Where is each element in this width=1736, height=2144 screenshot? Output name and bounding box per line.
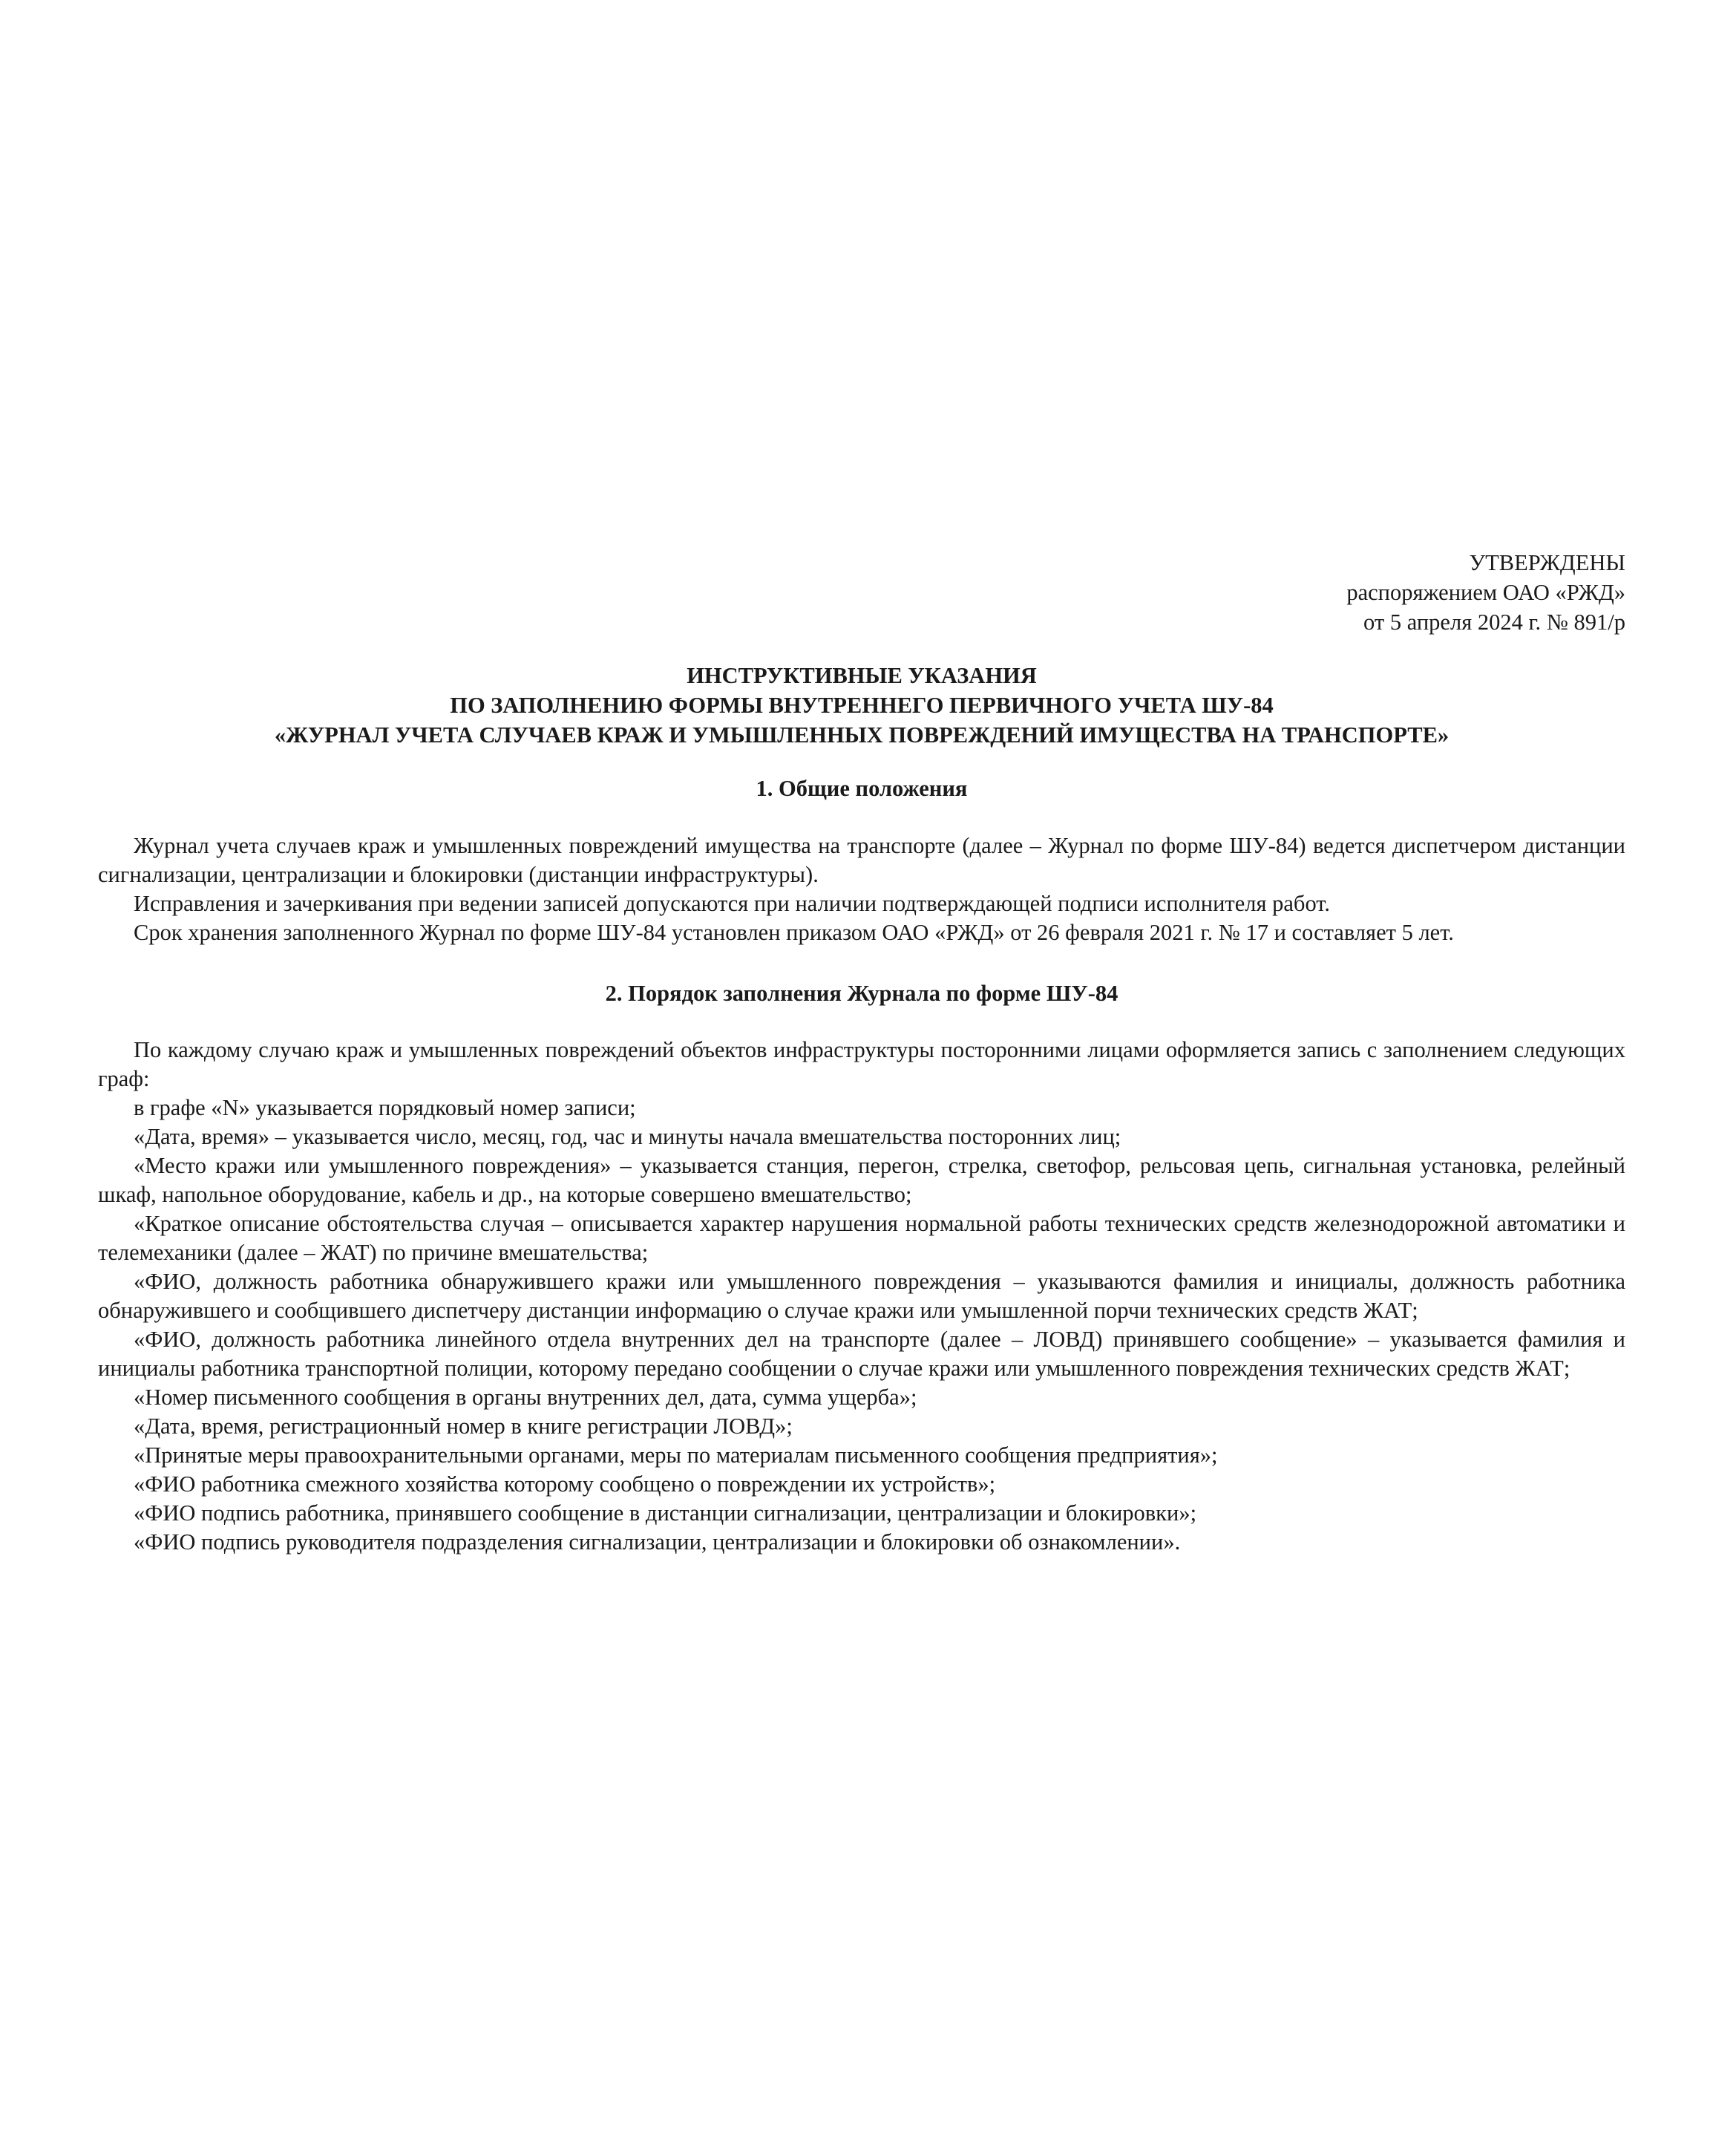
approval-stamp [1346, 548, 1625, 637]
section-2-heading: 2. Порядок заполнения Журнала по форме ШУ-84 [605, 981, 1118, 1006]
list-item: «ФИО подпись руководителя подразделения сигнализации, централизации и блокировки об ознакомлении». [134, 1529, 1181, 1555]
section-1-body [98, 831, 1625, 947]
paragraph: Срок хранения заполненного Журнал по форме ШУ-84 установлен приказом ОАО «РЖД» от 26 февраля 2021 г. № 17 и составляет 5 лет. [134, 920, 1454, 945]
list-item: «Номер письменного сообщения в органы внутренних дел, дата, сумма ущерба»; [134, 1385, 917, 1410]
title-line-2: ПО ЗАПОЛНЕНИЮ ФОРМЫ ВНУТРЕННЕГО ПЕРВИЧНОГО УЧЕТА ШУ-84 [450, 693, 1274, 718]
list-item: «Принятые меры правоохранительными органами, меры по материалам письменного сообщения предприятия»; [134, 1442, 1218, 1468]
document-title [98, 661, 1625, 750]
list-item: в графе «N» указывается порядковый номер записи; [134, 1095, 636, 1120]
list-item: «ФИО работника смежного хозяйства которому сообщено о повреждении их устройств»; [134, 1471, 996, 1497]
list-item: «Дата, время, регистрационный номер в книге регистрации ЛОВД»; [134, 1413, 793, 1439]
list-item: «ФИО, должность работника обнаружившего кражи или умышленного повреждения – указываются фамилия и инициалы, должность работника обнаружившего и сообщившего диспетчеру дистанции информацию о случае кражи или умышленной порчи технических средств ЖАТ; [98, 1269, 1625, 1323]
paragraph: Журнал учета случаев краж и умышленных повреждений имущества на транспорте (далее – Журнал по форме ШУ-84) ведется диспетчером дистанции сигнализации, централизации и блокировки (дистанции инфраструктуры). [98, 833, 1625, 887]
list-item: «ФИО, должность работника линейного отдела внутренних дел на транспорте (далее – ЛОВД) принявшего сообщение» – указывается фамилия и инициалы работника транспортной полиции, которому передано сообщении о случае кражи или умышленного повреждения технических средств ЖАТ; [98, 1327, 1625, 1381]
list-item: «Дата, время» – указывается число, месяц, год, час и минуты начала вмешательства посторонних лиц; [134, 1124, 1121, 1149]
approval-line-approved: УТВЕРЖДЕНЫ [1469, 550, 1625, 575]
list-item: «ФИО подпись работника, принявшего сообщение в дистанции сигнализации, централизации и блокировки»; [134, 1500, 1197, 1526]
document-page [98, 0, 1625, 2144]
section-2-body [98, 1036, 1625, 1557]
section-1-heading: 1. Общие положения [756, 776, 968, 801]
list-item: «Краткое описание обстоятельства случая – описывается характер нарушения нормальной работы технических средств железнодорожной автоматики и телемеханики (далее – ЖАТ) по причине вмешательства; [98, 1211, 1625, 1265]
title-line-1: ИНСТРУКТИВНЫЕ УКАЗАНИЯ [687, 663, 1037, 688]
title-line-3: «ЖУРНАЛ УЧЕТА СЛУЧАЕВ КРАЖ И УМЫШЛЕННЫХ ПОВРЕЖДЕНИЙ ИМУЩЕСТВА НА ТРАНСПОРТЕ» [274, 722, 1450, 748]
approval-line-date: от 5 апреля 2024 г. № 891/р [1363, 609, 1625, 635]
approval-line-order: распоряжением ОАО «РЖД» [1346, 580, 1625, 605]
paragraph: Исправления и зачеркивания при ведении записей допускаются при наличии подтверждающей подписи исполнителя работ. [134, 891, 1330, 916]
paragraph: По каждому случаю краж и умышленных повреждений объектов инфраструктуры посторонними лицами оформляется запись с заполнением следующих граф: [98, 1037, 1625, 1091]
list-item: «Место кражи или умышленного повреждения» – указывается станция, перегон, стрелка, светофор, рельсовая цепь, сигнальная установка, релейный шкаф, напольное оборудование, кабель и др., на которые совершено вмешательство; [98, 1153, 1625, 1207]
